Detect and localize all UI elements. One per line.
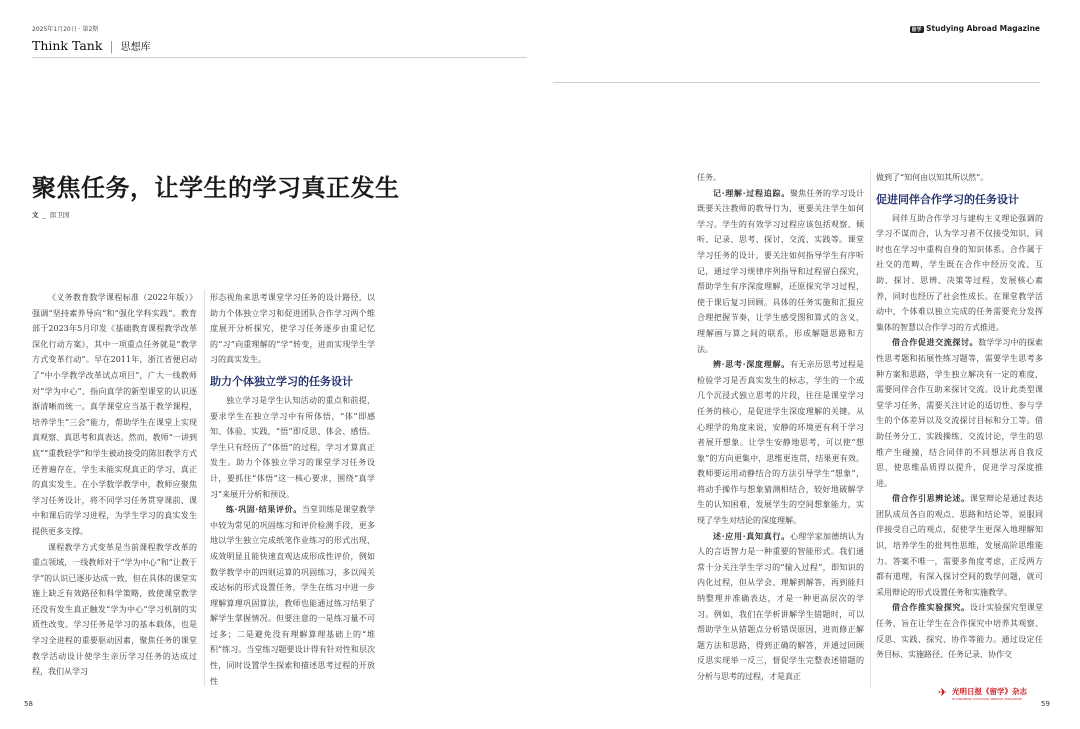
article-title: 聚焦任务，让学生的学习真正发生 (32, 174, 400, 202)
plane-icon: ✈ (938, 686, 948, 699)
section-title-en: Think Tank (32, 38, 103, 53)
paragraph-lead: 借合作引思辨论述。 (892, 493, 970, 504)
page-number-left: 58 (24, 700, 33, 708)
paragraph (876, 491, 1043, 600)
paragraph-body: 有无亲历思考过程是检验学习是否真实发生的标志，学生的一个或几个沉浸式独立思考的片段，往往是课堂学习任务的核心，是促进学生深度理解的关键。从心理学的角度来说，安静的环境更有利于学习者展开想象。让学生安静地思考，可以使“想象”的方向更集中，思维更连贯，结果更有效。教师要运用动静结合的方法引导学生“想象”，将动手操作与想象猜测相结合，较好地破解学生的认知困难，发展学生的空间想象能力，实现了学生对结论的深度理解。 (697, 360, 864, 526)
magazine-badge: 留学 (911, 26, 922, 33)
paragraph-lead: 辨·思考·深度理解。 (713, 359, 791, 370)
logo-subtext: GUANGMING STUDYING ABROAD MAGAZINE (952, 697, 1022, 701)
byline-author: 郎卫国 (49, 211, 70, 219)
byline: 文 _ 郎卫国 (32, 211, 70, 219)
paragraph-body: 聚焦任务的学习设计既要关注教师的教导行为，更要关注学生如何学习。学生的有效学习过程应该包括观察、倾听、记录、思考、探讨、交流、实践等。课堂学习任务的设计，要关注如何指导学生有序听记，通过学习规律序列指导和过程留白探究，帮助学生有序深度理解，还原探究学习过程，使于课后复习回顾。具体的任务实施和汇报应合理把握节奏，让学生感受图和算式的含义，理解画与算之间的联系，形成解题思路和方法。 (697, 188, 864, 354)
column-divider (870, 170, 871, 688)
logo-text: 光明日报《留学》杂志 (952, 687, 1027, 696)
paragraph: 独立学习是学生认知活动的重点和前提，要求学生在独立学习中有所体悟，“体”即感知、体验、实践，“悟”即反思、体会、感悟。学生只有经历了“体悟”的过程，学习才算真正发生。助力个体独立学习的课堂学习任务设计，要抓住“体悟”这一核心要求，围绕“真学习”来展开分析和预设。 (210, 395, 375, 499)
magazine-logo (938, 686, 1042, 706)
paragraph (210, 502, 375, 686)
article-column-1 (32, 290, 197, 686)
section-title-cn: 思想库 (120, 42, 151, 53)
paragraph: 做到了“知何由以知其所以然”。 (876, 173, 989, 182)
header-rule-right (553, 82, 1040, 83)
section-heading: 助力个体独立学习的任务设计 (210, 374, 353, 388)
column-divider (204, 290, 205, 686)
paragraph-lead: 借合作促进交流探讨。 (892, 337, 979, 348)
article-column-4 (876, 170, 1043, 682)
section-header: Think Tank | 思想库 (32, 38, 151, 53)
magazine-header (910, 24, 1041, 33)
paragraph (876, 335, 1043, 491)
byline-label: 文 (32, 211, 39, 219)
paragraph (876, 600, 1043, 662)
paragraph: 课程教学方式变革是当前课程教学改革的重点领域，一线教师对于“学为中心”和“让教于学”的认识已逐步达成一致，但在具体的课堂实施上缺乏有效路径和科学策略，致使课堂教学还没有发生真正触发“学为中心”学习机制的实质性改变。学习任务是学习的基本载体，也是学习全进程的重要驱动因素，聚焦任务的课堂教学活动设计使学生亲历学习任务的达成过程，我们从学习 (32, 542, 197, 677)
paragraph: 任务。 (697, 173, 721, 182)
magazine-name: Studying Abroad Magazine (926, 24, 1040, 33)
paragraph-body: 设计实验探究型课堂任务，旨在让学生在合作探究中培养其观察、反思、实践、探究、协作等能力。通过设定任务目标、实施路径、任务记录、协作交 (876, 603, 1043, 660)
paragraph (697, 529, 864, 685)
paragraph: 《义务教育数学课程标准（2022年版）》强调“坚持素养导向”和“强化学科实践”。教育部于2023年5月印发《基础教育课程教学改革深化行动方案》，其中一项重点任务就是“教学方式变革行动”。早在2011年，浙江省便启动了“中小学教学改革试点项目”，广大一线教师对“学为中心”、指向真学的新型课堂的认识逐渐清晰而统一。真学课堂应当基于教学课程，培养学生“三会”能力，帮助学生在课堂上实现真观察、真思考和真表达。然而，教师“一讲到底”“重教轻学”和学生被动接受的陈旧教学方式还普遍存在，学生未能实现真正的学习，真正的真实发生。在小学数学教学中，教师应聚焦学习任务设计，将不同学习任务贯穿课前、课中和课后的学习进程，为学生学习的真实发生提供更多支撑。 (32, 293, 197, 536)
paragraph: 同伴互助合作学习与建构主义理论强调的学习不谋而合，认为学习者不仅接受知识，同时也在学习中重构自身的知识体系。合作属于社交的范畴，学生既在合作中经历交流、互助、探讨、思辨、决策等过程，发展核心素养，同时也经历了社会性成长。在课堂教学活动中，个体难以独立完成的任务需要充分发挥集体的智慧以合作学习的方式推进。 (876, 213, 1043, 332)
paragraph: 形态视角来思考课堂学习任务的设计路径，以助力个体独立学习和促进团队合作学习两个维度展开分析探究，使学习任务逐步由重记忆的“习”向重理解的“学”转变，进而实现学生学习的真实发生。 (210, 293, 375, 365)
header-rule-left (32, 57, 527, 58)
paragraph-lead: 借合作推实验探究。 (892, 602, 970, 613)
paragraph-lead: 练·巩固·结果评价。 (226, 504, 302, 515)
paragraph-body: 课堂辩论是通过表达团队成员各自的观点、思路和结论等，说服同伴接受自己的观点，促使学生更深入地理解知识，培养学生的批判性思维，发展高阶思维能力。答案不唯一，需要多角度考虑，正反两方都有道理，有深入探讨空间的数学问题，就可采用辩论的形式设置任务和实施教学。 (876, 494, 1043, 597)
paragraph-body: 心理学家加德纳认为人的言语智力是一种重要的智能形式。我们通常十分关注学生学习的“输入过程”，即知识的内化过程，但从学会、理解到解答，再到能归纳整理并准确表达，才是一种更高层次的学习。例如，我们在学析讲解学生错题时，可以帮助学生从错题点分析错误原因，进而修正解题方法和思路，得到正确的解答，并通过回顾反思实现举一反三，督促学生完整表述错题的分析与思考的过程，才是真正 (697, 531, 864, 681)
paragraph-body: 当堂训练是课堂教学中较为常见的巩固练习和评价检测手段，更多地以学生独立完成纸笔作业练习的形式出现，成效明显且能快速直观达成形成性评价，例如数学教学中的四则运算的巩固练习，多以闯关或达标的形式设置任务，学生在练习中进一步理解算理巩固算法，教师也能通过练习结果了解学生掌握情况。但要注意的一是练习量不可过多；二是避免没有理解算理基础上的“堆积”练习。当堂练习题要设计得有针对性和层次性，同时设置学生探索和描述思考过程的开放性 (210, 505, 375, 686)
paragraph (697, 186, 864, 358)
article-column-2 (210, 290, 375, 686)
section-heading: 促进同伴合作学习的任务设计 (876, 192, 1019, 206)
paragraph-body: 数学学习中的探索性思考题和拓展性练习题等，需要学生思考多种方案和思路，学生独立解决有一定的难度，需要同伴合作互助来探讨交流。设计此类型课堂学习任务，需要关注讨论的适切性、参与学生的个体差异以及交流探讨目标和分工等。借助任务分工、实践操练、交流讨论，学生的思维产生碰撞，结合同伴的不同想法再自我反思，使思维品质得以提升，促进学习深度推进。 (876, 338, 1043, 488)
page-number-right: 59 (1041, 700, 1050, 708)
article-column-3 (697, 170, 864, 688)
paragraph (697, 357, 864, 529)
issue-date: 2025年1月20日 · 第2期 (32, 26, 99, 33)
paragraph-lead: 记·理解·过程追踪。 (713, 187, 791, 198)
paragraph-lead: 述·应用·真知真行。 (713, 530, 791, 541)
